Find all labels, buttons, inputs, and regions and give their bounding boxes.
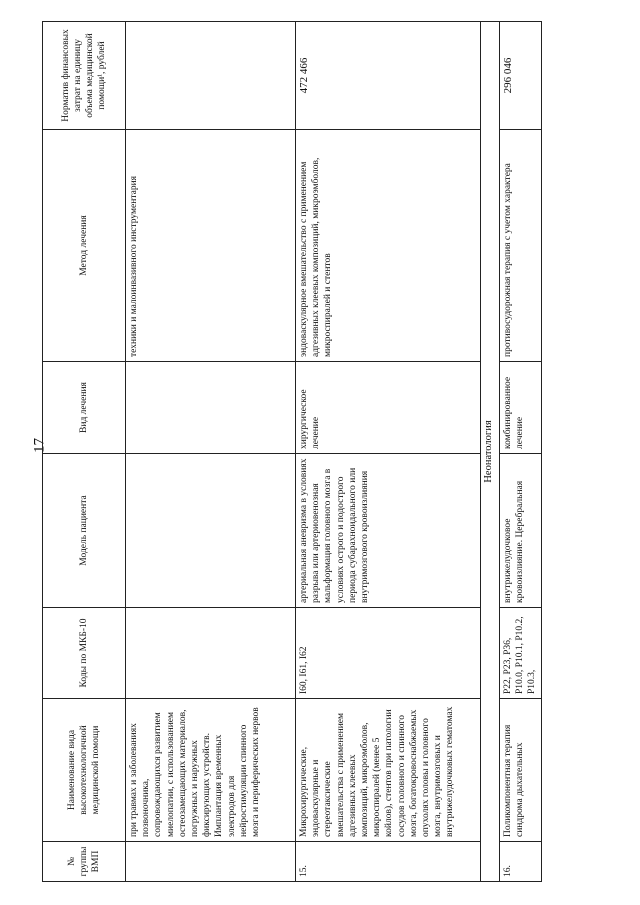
row-treatment-method: противосудорожная терапия с учетом характера (500, 130, 542, 362)
row-cost: 296 046 (500, 22, 542, 130)
row-number: 16. (500, 842, 542, 882)
row-treatment-type: хирургическое лечение (296, 362, 481, 454)
rotated-table-sheet (42, 22, 567, 882)
row-icd-codes: P22, P23, P36, P10.0, P10.1, P10.2, P10.3, (500, 608, 542, 699)
row-treatment-method: техники и малоинвазивного инструментария (126, 130, 296, 362)
header-treatment-type: Вид лечения (43, 362, 126, 454)
row-vmp-name: Поликомпонентная терапия синдрома дыхательных (500, 699, 542, 842)
page-number: 17 (31, 438, 48, 453)
header-vmp-name: Наименование вида высокотехнологичной медицинской помощи (43, 699, 126, 842)
row-vmp-name: Микрохирургические, эндоваскулярные и стереотаксические вмешательства с применением адгезивных клеевых композиций, микроэмболов, микроспиралей (менее 5 койлов), стентов при патологии сосудов головного и спинного мозга, богатокровоснабжаемых опухолях головы и головного мозга, внутримозговых и внутрижелудочковых гематомах (296, 699, 481, 842)
section-row (481, 22, 500, 882)
row-treatment-method: эндоваскулярное вмешательство с применением адгезивных клеевых композиций, микроэмболов, микроспиралей и стентов (296, 130, 481, 362)
header-cost-standard: Норматив финансовых затрат на единицу объема медицинской помощи¹, рублей (43, 22, 126, 130)
header-icd-codes: Коды по МКБ-10 (43, 608, 126, 699)
table-row (500, 22, 542, 882)
vmp-table (42, 21, 542, 882)
header-group-number: № группы ВМП (43, 842, 126, 882)
row-patient-model: артериальная аневризма в условиях разрыва или артериовенозная мальформация головного мозга в условиях острого и подострого периода субарахноидального или внутримозгового кровоизлияния (296, 454, 481, 608)
row-treatment-type (126, 362, 296, 454)
table-row (126, 22, 296, 882)
row-number: 15. (296, 842, 481, 882)
row-icd-codes: I60, I61, I62 (296, 608, 481, 699)
row-cost: 472 466 (296, 22, 481, 130)
row-patient-model (126, 454, 296, 608)
row-number (126, 842, 296, 882)
table-header-row (43, 22, 126, 882)
header-treatment-method: Метод лечения (43, 130, 126, 362)
row-cost (126, 22, 296, 130)
row-vmp-name: при травмах и заболеваниях позвоночника, сопровождающихся развитием миелопатии, с использованием остеозамещающих материалов, погружных и наружных фиксирующих устройств. Имплантация временных электродов для нейростимуляции спинного мозга и периферических нервов (126, 699, 296, 842)
header-patient-model: Модель пациента (43, 454, 126, 608)
row-icd-codes (126, 608, 296, 699)
row-treatment-type: комбинированное лечение (500, 362, 542, 454)
row-patient-model: внутрижелудочковое кровоизлияние. Церебральная (500, 454, 542, 608)
section-title: Неонатология (481, 22, 500, 882)
table-row (296, 22, 481, 882)
